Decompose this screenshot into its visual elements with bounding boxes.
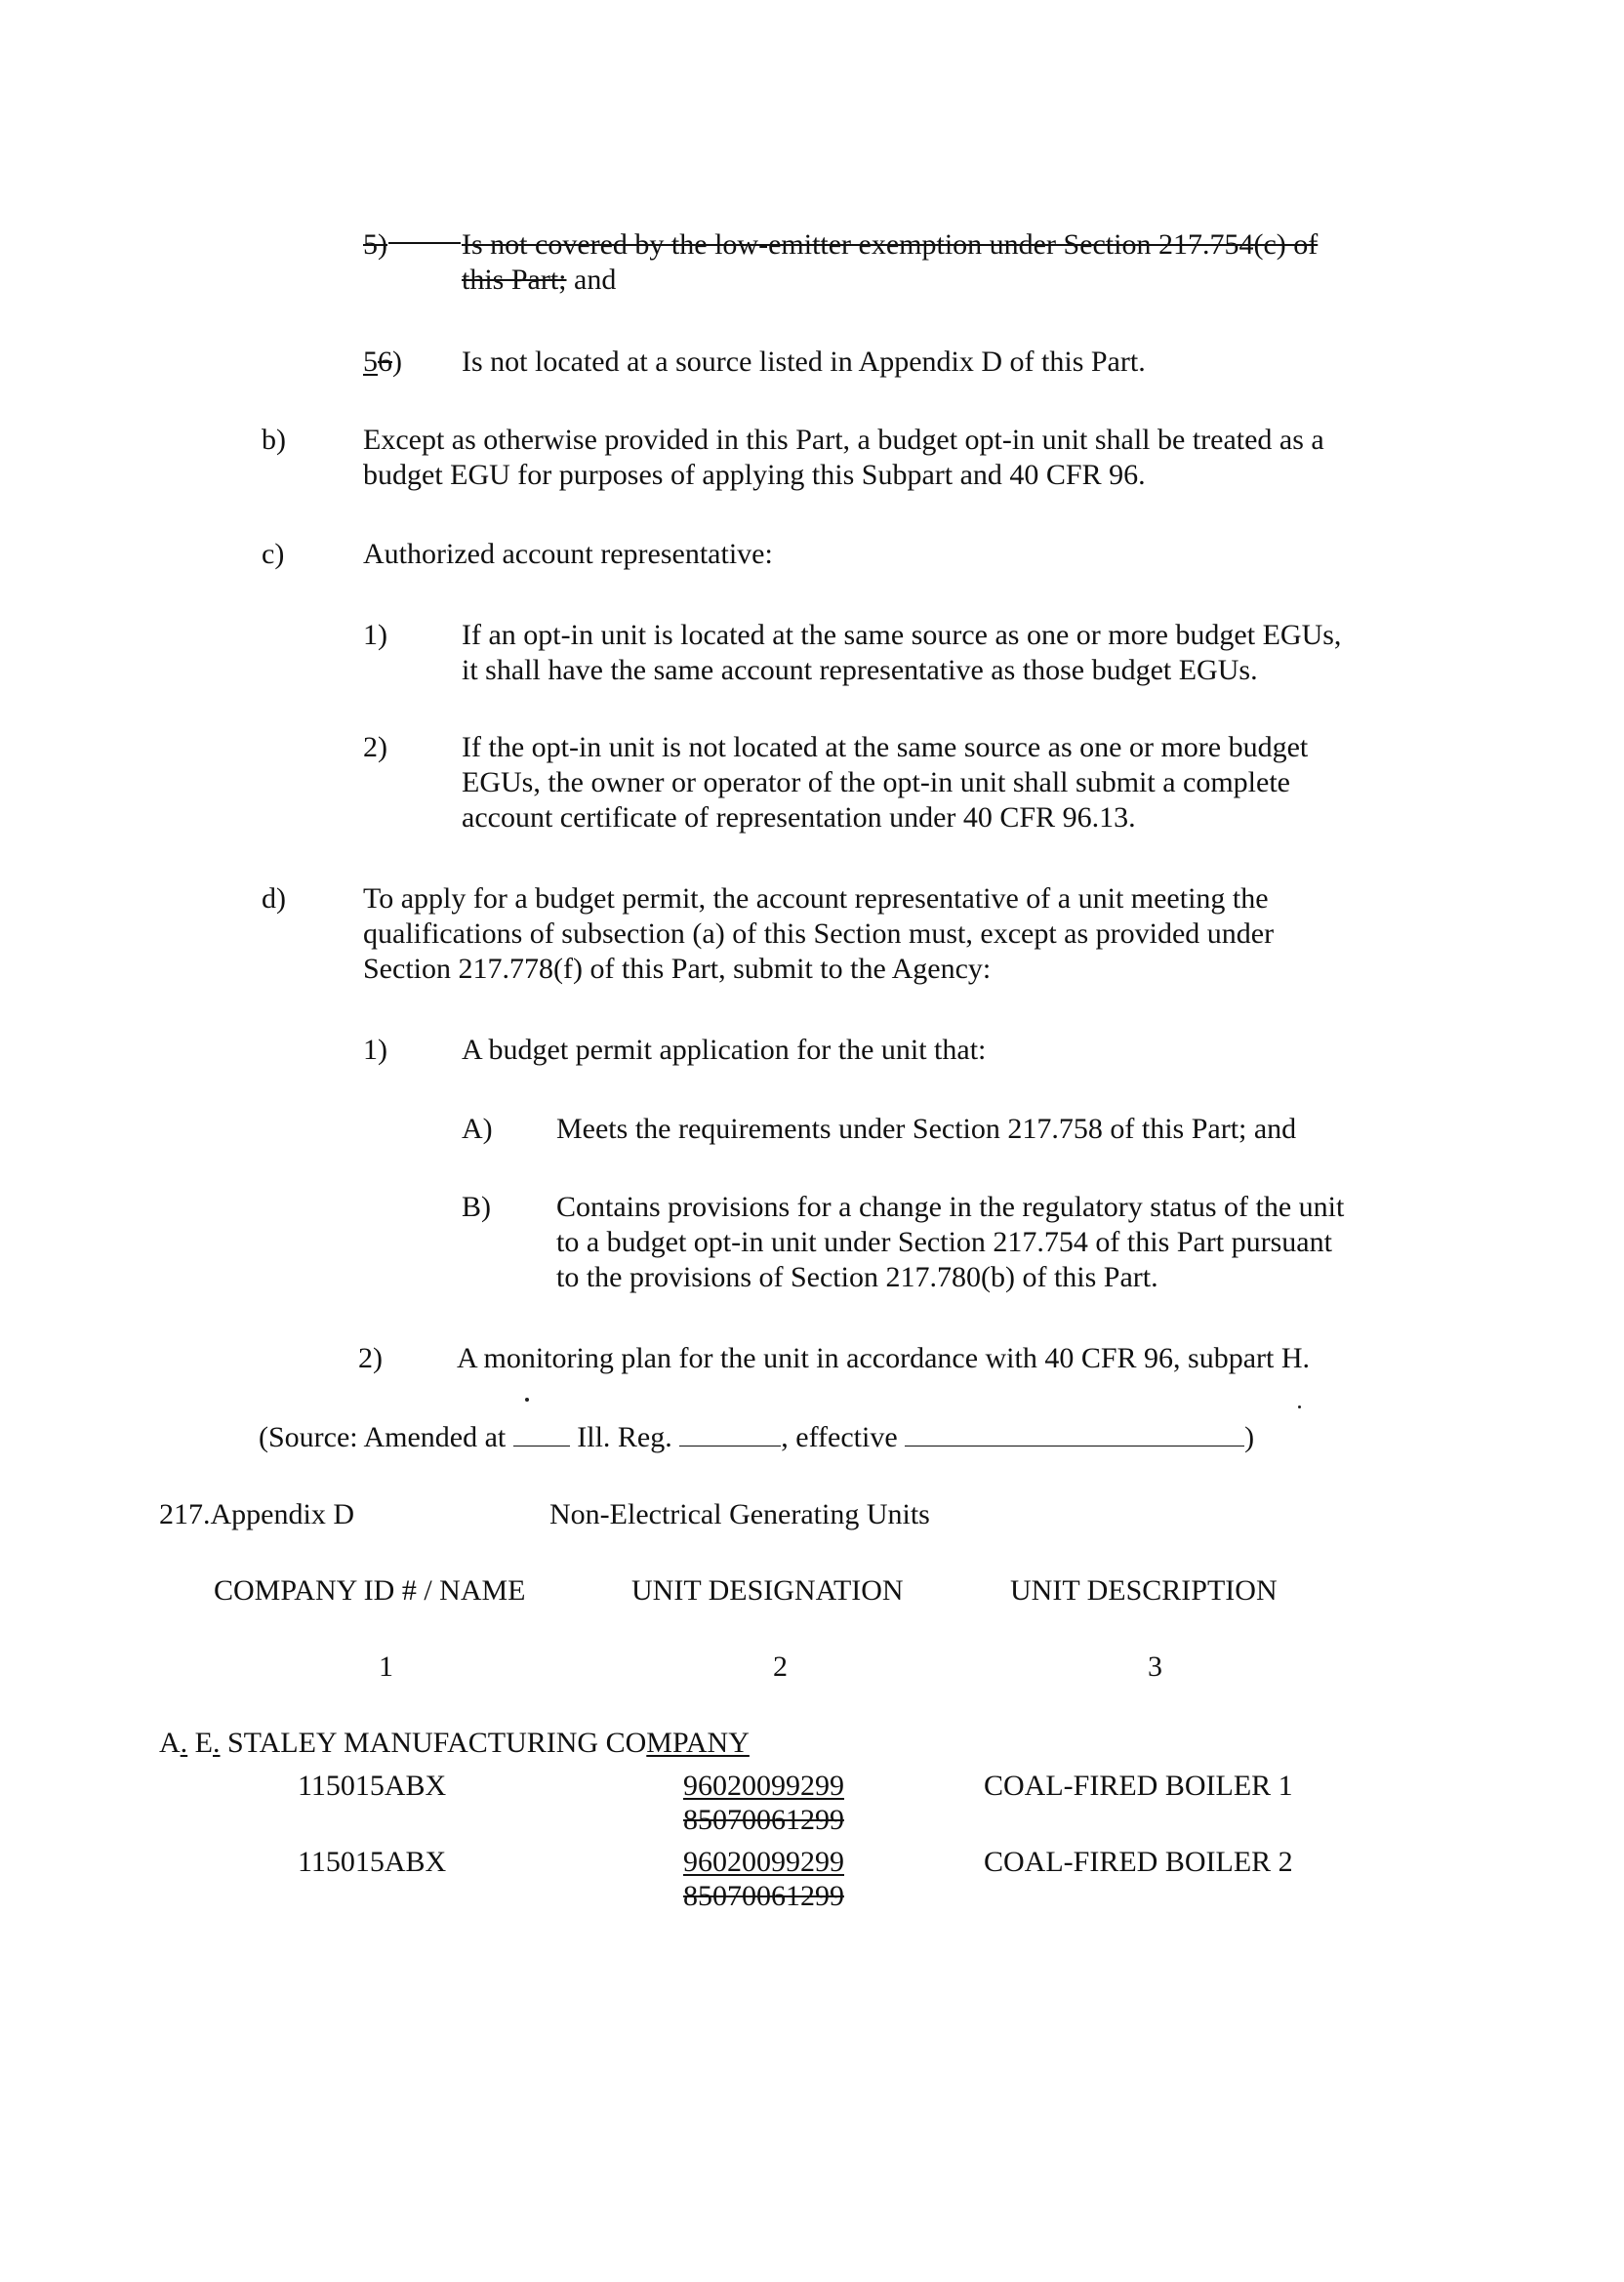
item-5-number: 5) bbox=[363, 228, 387, 261]
item-c1-line1: If an opt-in unit is located at the same source as one or more budget EGUs, bbox=[462, 619, 1342, 651]
subsection-c-label: c) bbox=[262, 538, 285, 570]
table-row-1-designation-old: 85070061299 bbox=[683, 1804, 844, 1836]
item-dA-text: Meets the requirements under Section 217.758 of this Part; and bbox=[556, 1113, 1297, 1145]
item-5-text-line1: Is not covered by the low-emitter exemption under Section 217.754(c) of bbox=[462, 228, 1319, 261]
source-note: (Source: Amended at Ill. Reg. , effective ) bbox=[259, 1421, 1255, 1453]
subsection-d-line1: To apply for a budget permit, the account representative of a unit meeting the bbox=[363, 882, 1269, 915]
appendix-label: 217.Appendix D bbox=[159, 1498, 354, 1530]
column-header-company: COMPANY ID # / NAME bbox=[214, 1574, 526, 1607]
table-row-2-id: 115015ABX bbox=[298, 1846, 447, 1878]
column-number-3: 3 bbox=[1148, 1650, 1162, 1683]
item-56-number: 56) bbox=[363, 346, 402, 378]
subsection-d-line3: Section 217.778(f) of this Part, submit to the Agency: bbox=[363, 953, 992, 985]
item-c2-number: 2) bbox=[363, 731, 387, 763]
item-dB-number: B) bbox=[462, 1191, 491, 1223]
column-header-designation: UNIT DESIGNATION bbox=[631, 1574, 904, 1607]
item-d2-text: A monitoring plan for the unit in accordance with 40 CFR 96, subpart H. bbox=[457, 1342, 1311, 1374]
item-c1-line2: it shall have the same account representative as those budget EGUs. bbox=[462, 654, 1258, 686]
subsection-d-line2: qualifications of subsection (a) of this Section must, except as provided under bbox=[363, 917, 1275, 950]
item-d1-text: A budget permit application for the unit that: bbox=[462, 1034, 987, 1066]
table-row-1-designation-new: 96020099299 bbox=[683, 1770, 844, 1802]
scan-speck bbox=[525, 1398, 529, 1402]
item-dA-number: A) bbox=[462, 1113, 493, 1145]
subsection-c-text: Authorized account representative: bbox=[363, 538, 773, 570]
table-row-1-id: 115015ABX bbox=[298, 1770, 447, 1802]
item-c2-line1: If the opt-in unit is not located at the same source as one or more budget bbox=[462, 731, 1309, 763]
item-c2-line2: EGUs, the owner or operator of the opt-in unit shall submit a complete bbox=[462, 766, 1290, 798]
item-dB-line2: to a budget opt-in unit under Section 217.754 of this Part pursuant bbox=[556, 1226, 1332, 1258]
company-name: A. E. STALEY MANUFACTURING COMPANY bbox=[159, 1727, 750, 1759]
blank-volume bbox=[513, 1420, 570, 1447]
table-row-1-description: COAL-FIRED BOILER 1 bbox=[984, 1770, 1293, 1802]
column-number-1: 1 bbox=[379, 1650, 393, 1683]
item-5-text-line2: this Part; and bbox=[462, 264, 617, 296]
table-row-2-designation-old: 85070061299 bbox=[683, 1880, 844, 1912]
subsection-b-line2: budget EGU for purposes of applying this Subpart and 40 CFR 96. bbox=[363, 459, 1146, 491]
blank-page bbox=[679, 1420, 781, 1447]
item-dB-line3: to the provisions of Section 217.780(b) of this Part. bbox=[556, 1261, 1158, 1293]
item-dB-line1: Contains provisions for a change in the regulatory status of the unit bbox=[556, 1191, 1345, 1223]
subsection-b-label: b) bbox=[262, 424, 286, 456]
item-d2-number: 2) bbox=[358, 1342, 383, 1374]
item-c1-number: 1) bbox=[363, 619, 387, 651]
item-c2-line3: account certificate of representation under 40 CFR 96.13. bbox=[462, 801, 1136, 834]
subsection-b-line1: Except as otherwise provided in this Part, a budget opt-in unit shall be treated as a bbox=[363, 424, 1324, 456]
column-header-description: UNIT DESCRIPTION bbox=[1010, 1574, 1278, 1607]
appendix-title: Non-Electrical Generating Units bbox=[549, 1498, 930, 1530]
column-number-2: 2 bbox=[773, 1650, 788, 1683]
table-row-2-designation-new: 96020099299 bbox=[683, 1846, 844, 1878]
item-56-text: Is not located at a source listed in Appendix D of this Part. bbox=[462, 346, 1146, 378]
table-row-2-description: COAL-FIRED BOILER 2 bbox=[984, 1846, 1293, 1878]
scan-speck bbox=[1298, 1406, 1301, 1408]
strike-leader-line bbox=[388, 242, 461, 244]
blank-date bbox=[905, 1420, 1244, 1447]
item-d1-number: 1) bbox=[363, 1034, 387, 1066]
subsection-d-label: d) bbox=[262, 882, 286, 915]
